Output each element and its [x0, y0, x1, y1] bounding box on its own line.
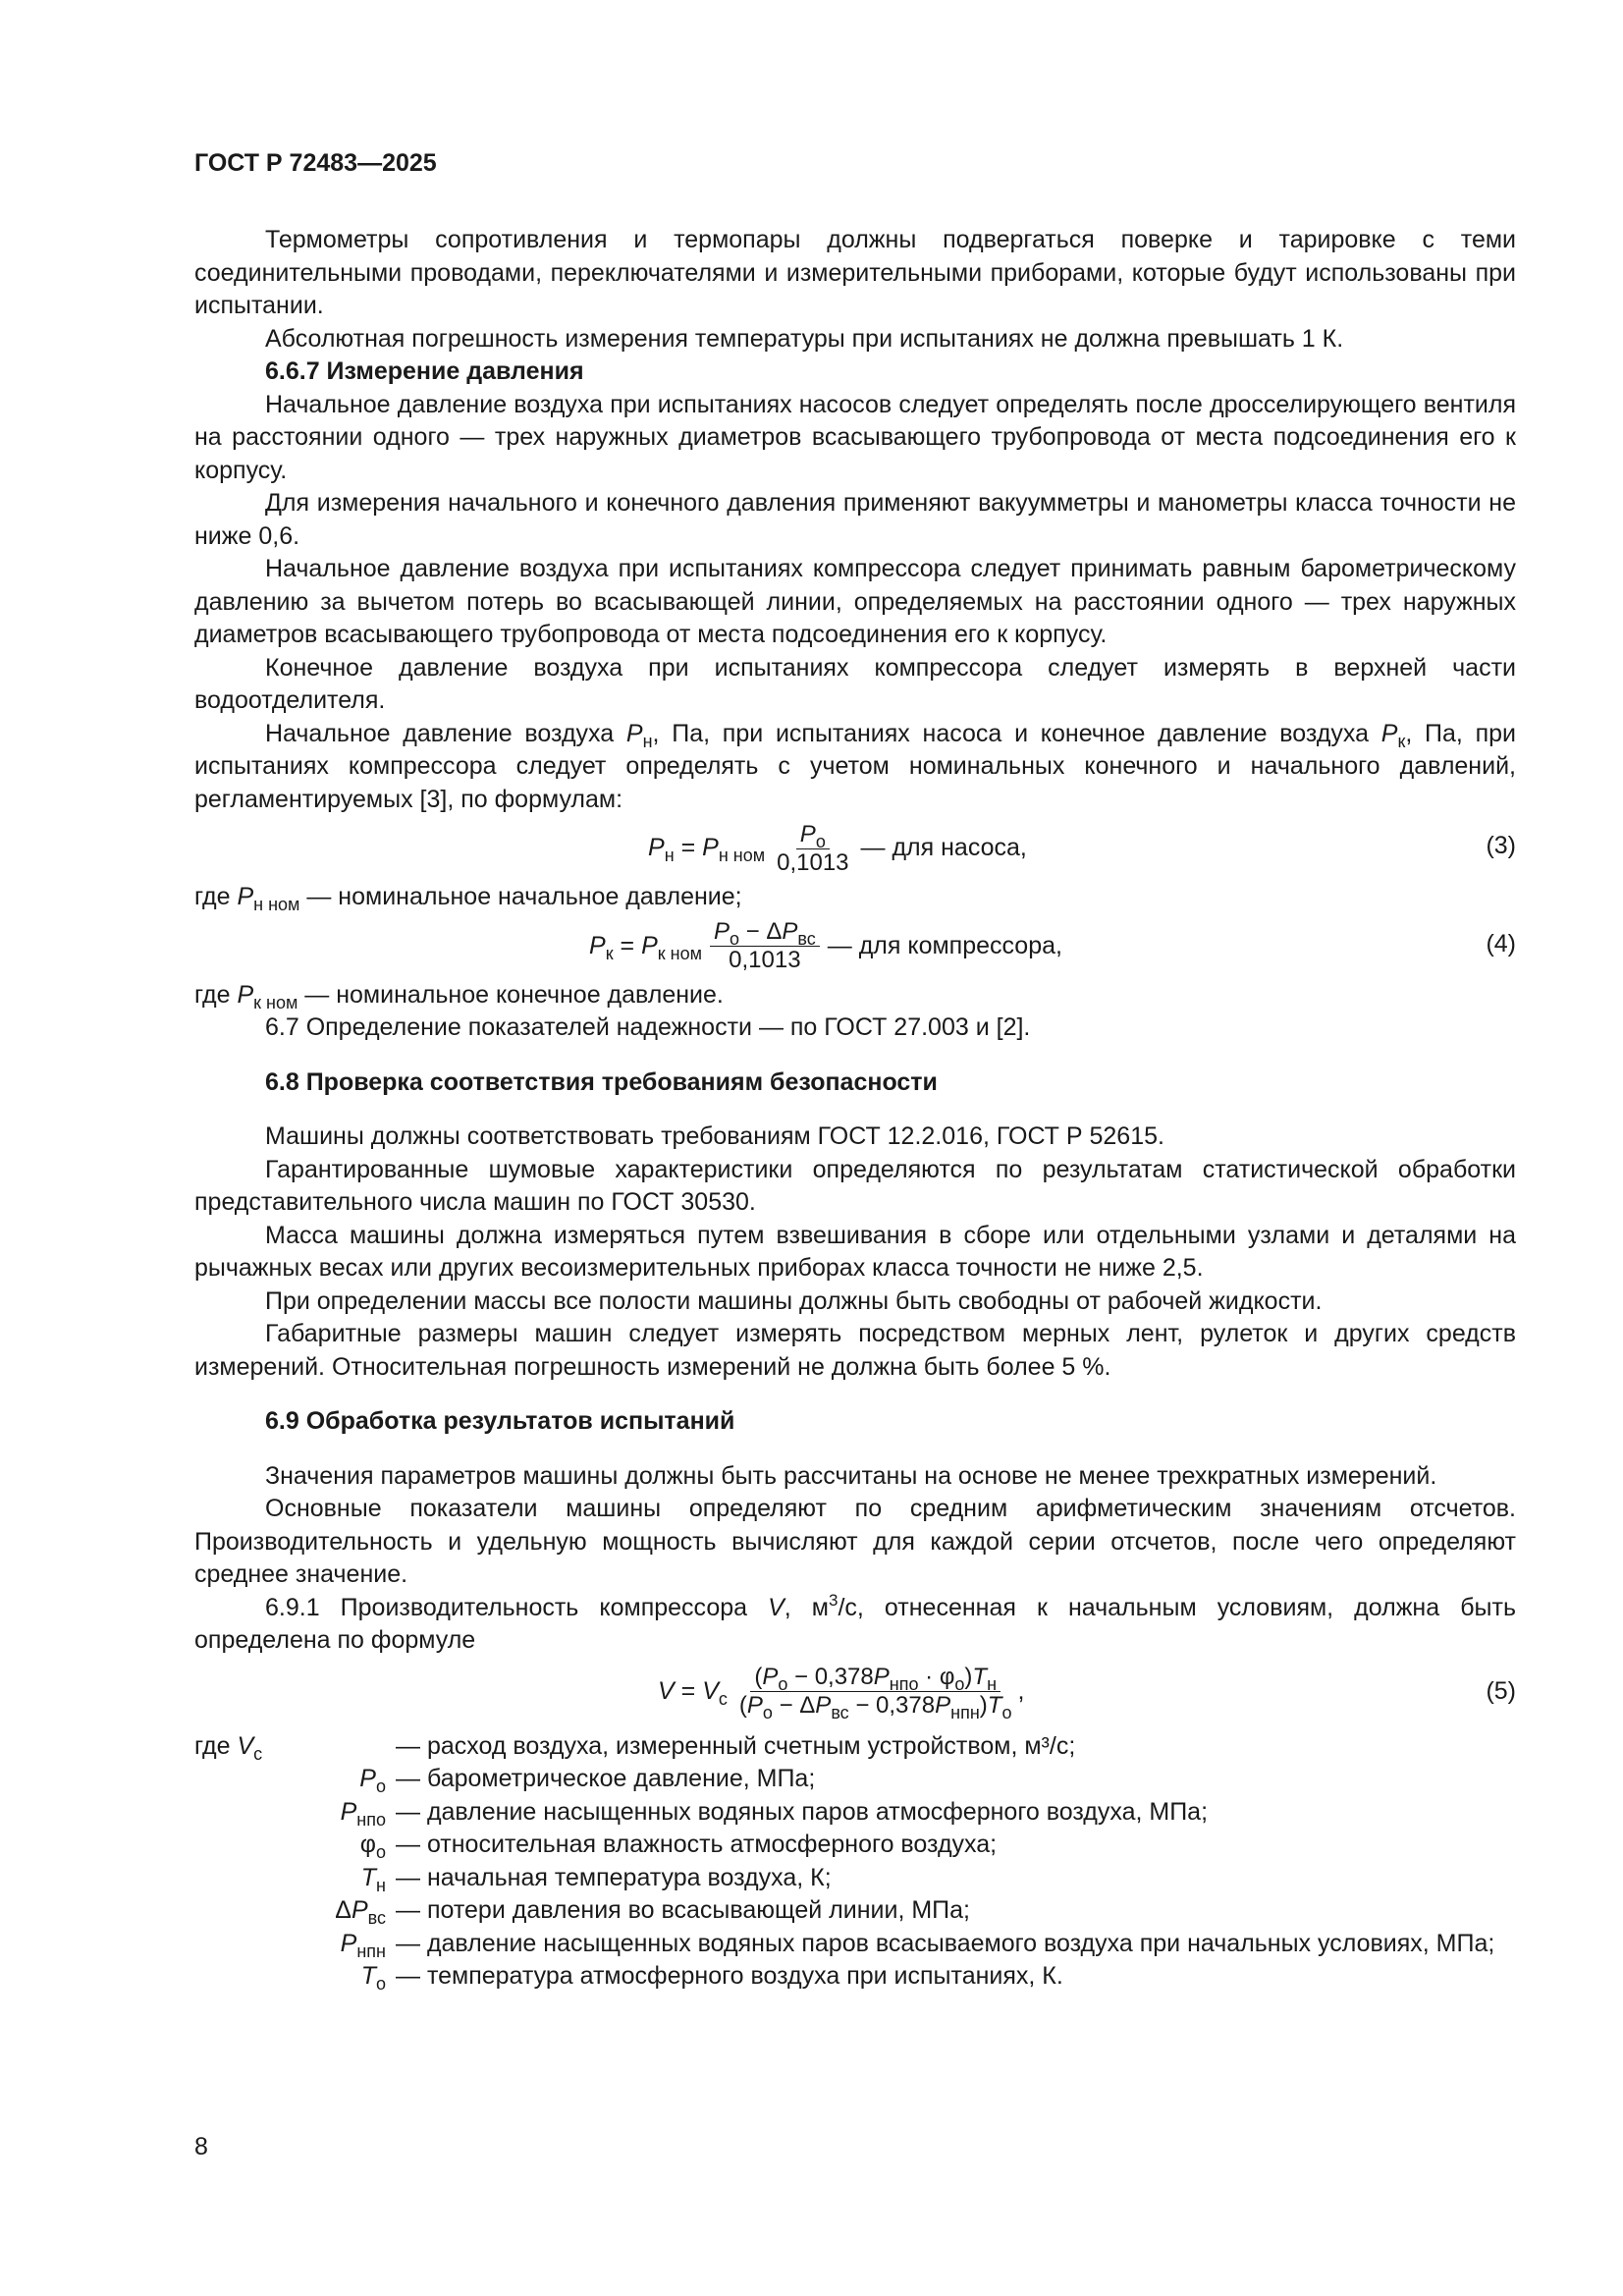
paragraph: Для измерения начального и конечного давления применяют вакуумметры и манометры класса точности не ниже 0,6. — [194, 489, 1516, 550]
equation-number: (4) — [1486, 929, 1516, 957]
where-symbol: $P_{нпо}$ — [340, 1797, 386, 1830]
where-item — [194, 1928, 1516, 1961]
paragraph: Начальное давление воздуха при испытаниях компрессора следует принимать равным барометрическому давлению за вычетом потерь во всасывающей линии, определяемых на расстоянии одного — трех наружных диаметров всасывающего трубопровода от места подсоединения его к корпусу. — [194, 555, 1516, 648]
paragraph: Машины должны соответствовать требованиям ГОСТ 12.2.016, ГОСТ Р 52615. — [265, 1122, 1164, 1150]
where-definition: — относительная влажность атмосферного воздуха; — [396, 1831, 998, 1858]
where-item — [194, 1796, 1516, 1830]
paragraph: Термометры сопротивления и термопары должны подвергаться поверке и тарировке с теми соединительными проводами, переключателями и измерительными приборами, которые будут использованы при испытании. — [194, 226, 1516, 319]
formula-4: $P_к = P_{к ном}$ $\frac{P_о - \Delta P_{вс}}{0,1013}$ — для компрессора, (4) — [589, 918, 1516, 973]
paragraph: Гарантированные шумовые характеристики определяются по результатам статистической обработки представительного числа машин по ГОСТ 30530. — [194, 1155, 1516, 1216]
where-item — [194, 1862, 1516, 1895]
formula-5-where-list — [194, 1730, 1516, 1994]
where-item — [194, 1730, 1516, 1764]
formula-where: где $P_{н ном}$ — номинальное начальное давление; — [194, 883, 742, 914]
where-symbol: $T_о$ — [360, 1962, 386, 1994]
document-body — [194, 224, 1516, 1994]
where-definition: — давление насыщенных водяных паров всасываемого воздуха при начальных условиях, МПа; — [396, 1929, 1495, 1957]
where-item — [194, 1960, 1516, 1994]
where-definition: — давление насыщенных водяных паров атмосферного воздуха, МПа; — [396, 1797, 1209, 1826]
where-item — [194, 1829, 1516, 1862]
where-symbol: $P_о$ — [359, 1765, 386, 1796]
paragraph: Начальное давление воздуха $P_н$, Па, при испытаниях насоса и конечное давление воздуха $P_к$, Па, при испытаниях компрессора следует определять с учетом номинальных конечного и начального давлений, регламентируемых [3], по формулам: — [194, 719, 1516, 813]
where-symbol: $\Delta P_{вс}$ — [335, 1896, 386, 1928]
where-definition: — расход воздуха, измеренный счетным устройством, м³/с; — [396, 1731, 1076, 1760]
paragraph: Конечное давление воздуха при испытаниях компрессора следует измерять в верхней части водоотделителя. — [194, 653, 1516, 714]
formula-where: где $P_{к ном}$ — номинальное конечное давление. — [194, 980, 724, 1012]
where-symbol: $\varphi_о$ — [359, 1831, 386, 1862]
where-item — [194, 1763, 1516, 1796]
where-definition: — потери давления во всасывающей линии, МПа; — [396, 1896, 970, 1924]
paragraph: Масса машины должна измеряться путем взвешивания в сборе или отдельными узлами и деталями на рычажных весах или других весоизмерительных приборах класса точности не ниже 2,5. — [194, 1221, 1516, 1282]
equation-number: (3) — [1486, 832, 1516, 859]
where-definition: — барометрическое давление, МПа; — [396, 1765, 816, 1792]
paragraph: При определении массы все полости машины должны быть свободны от рабочей жидкости. — [265, 1286, 1323, 1315]
where-symbol: где $V_с$ — [194, 1731, 263, 1764]
paragraph: Основные показатели машины определяют по средним арифметическим значениям отсчетов. Производительность и удельную мощность вычисляют для каждой серии отсчетов, после чего определяют среднее значение. — [194, 1495, 1516, 1588]
formula-3: $P_н = P_{н ном}$ $\frac{P_о}{0,1013}$ — для насоса, (3) — [648, 820, 1516, 876]
where-symbol: $P_{нпн}$ — [340, 1929, 386, 1961]
formula-5: $V = V_с$ $\frac{(P_о - 0,378P_{нпо} \cdot \varphi_о)T_н}{(P_о - \Delta P_{вс} - 0,378P_{нпн})T_о}$ , (5) — [658, 1664, 1516, 1722]
paragraph: Абсолютная погрешность измерения температуры при испытаниях не должна превышать 1 К. — [265, 324, 1344, 353]
paragraph: 6.9.1 Производительность компрессора V, $м^3/с$, отнесенная к начальным условиям, должна быть определена по формуле — [194, 1590, 1516, 1654]
paragraph: Габаритные размеры машин следует измерять посредством мерных лент, рулеток и других средств измерений. Относительная погрешность измерений не должна быть более 5 %. — [194, 1320, 1516, 1381]
where-item — [194, 1894, 1516, 1928]
paragraph: Начальное давление воздуха при испытаниях насосов следует определять после дросселирующего вентиля на расстоянии одного — трех наружных диаметров всасывающего трубопровода от места подсоединения его к корпусу. — [194, 390, 1516, 484]
section-heading-6-6-7: 6.6.7 Измерение давления — [265, 357, 584, 385]
paragraph: Значения параметров машины должны быть рассчитаны на основе не менее трехкратных измерений. — [265, 1461, 1437, 1490]
where-symbol: $T_н$ — [360, 1863, 386, 1895]
document-header: ГОСТ Р 72483—2025 — [194, 149, 437, 177]
section-heading-6-8: 6.8 Проверка соответствия требованиям безопасности — [265, 1067, 938, 1096]
paragraph: 6.7 Определение показателей надежности — по ГОСТ 27.003 и [2]. — [265, 1013, 1031, 1041]
where-definition: — температура атмосферного воздуха при испытаниях, К. — [396, 1962, 1063, 1990]
section-heading-6-9: 6.9 Обработка результатов испытаний — [265, 1407, 735, 1435]
document-page — [194, 0, 1516, 2296]
equation-number: (5) — [1486, 1676, 1516, 1705]
where-definition: — начальная температура воздуха, К; — [396, 1863, 832, 1891]
page-number: 8 — [194, 2133, 208, 2160]
